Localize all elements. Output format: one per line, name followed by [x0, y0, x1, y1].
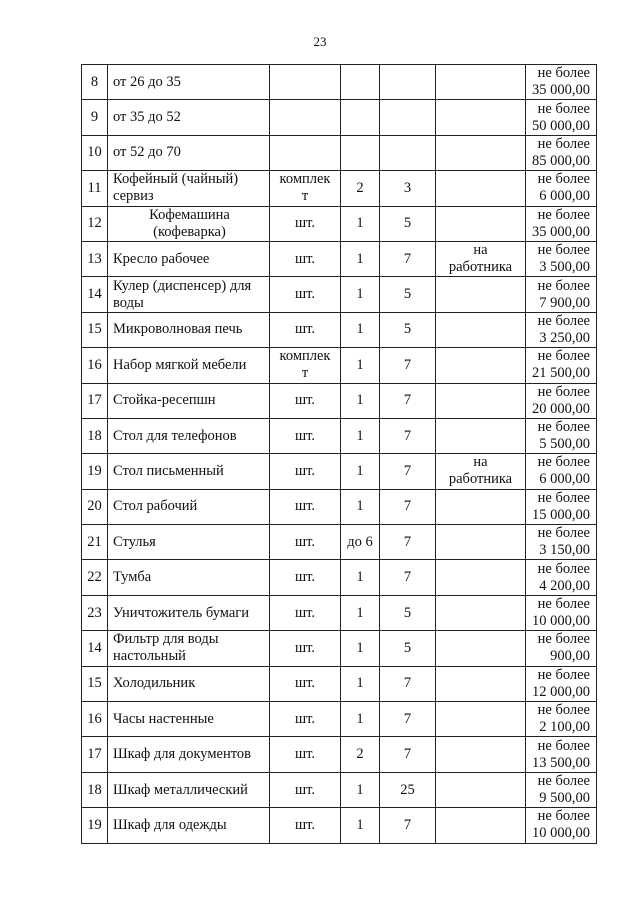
price-line: 7 900,00 — [539, 294, 590, 311]
price-line: 3 250,00 — [539, 329, 590, 346]
price-line: 3 150,00 — [539, 542, 590, 559]
quantity-cell: 1 — [341, 489, 380, 524]
quantity-cell: 2 — [341, 171, 380, 206]
service-years-cell: 7 — [380, 737, 436, 772]
price-line: не более — [537, 242, 590, 259]
row-number-cell: 18 — [82, 418, 108, 453]
price-line: не более — [537, 666, 590, 683]
quantity-cell — [341, 135, 380, 170]
price-line: не более — [537, 489, 590, 506]
price-line: 12 000,00 — [532, 683, 590, 700]
price-line: 21 500,00 — [532, 365, 590, 382]
service-years-cell: 7 — [380, 454, 436, 489]
unit-line: шт. — [294, 569, 316, 586]
service-years-cell: 5 — [380, 595, 436, 630]
price-line: не более — [537, 596, 590, 613]
unit-line: шт. — [294, 533, 316, 550]
service-years-cell: 25 — [380, 772, 436, 807]
price-line: не более — [537, 419, 590, 436]
price-cell — [526, 206, 597, 241]
table-row — [82, 312, 597, 347]
row-number-cell: 8 — [82, 65, 108, 100]
table-row — [82, 631, 597, 666]
service-years-cell: 7 — [380, 702, 436, 737]
note-cell — [436, 631, 526, 666]
note-cell — [436, 206, 526, 241]
item-name-cell — [108, 666, 270, 701]
item-name-cell — [108, 312, 270, 347]
quantity-cell: 1 — [341, 418, 380, 453]
table-row — [82, 808, 597, 843]
price-cell — [526, 348, 597, 383]
item-name-cell — [108, 772, 270, 807]
page-number: 23 — [313, 34, 327, 49]
note-line: на — [473, 454, 488, 471]
unit-cell — [270, 489, 341, 524]
unit-line: шт. — [294, 675, 316, 692]
service-years-cell: 5 — [380, 206, 436, 241]
note-cell — [436, 383, 526, 418]
unit-line: шт. — [294, 604, 316, 621]
item-name-line: Стол рабочий — [113, 498, 198, 515]
row-number-cell: 17 — [82, 383, 108, 418]
item-name-line: от 35 до 52 — [113, 109, 181, 126]
table-row — [82, 595, 597, 630]
unit-cell — [270, 135, 341, 170]
quantity-cell: 1 — [341, 348, 380, 383]
unit-line: шт. — [294, 462, 316, 479]
item-name-cell — [108, 418, 270, 453]
price-line: не более — [537, 348, 590, 365]
note-line: работника — [448, 471, 513, 488]
note-line: работника — [448, 259, 513, 276]
row-number-cell: 14 — [82, 631, 108, 666]
item-name-line: (кофеварка) — [153, 223, 226, 240]
unit-cell — [270, 737, 341, 772]
price-cell — [526, 489, 597, 524]
service-years-cell: 7 — [380, 489, 436, 524]
price-line: 6 000,00 — [539, 188, 590, 205]
item-name-line: Стол письменный — [113, 462, 224, 479]
price-line: не более — [537, 454, 590, 471]
item-name-cell — [108, 277, 270, 312]
note-cell — [436, 241, 526, 276]
item-name-line: Шкаф для одежды — [113, 816, 227, 833]
service-years-cell — [380, 135, 436, 170]
price-cell — [526, 737, 597, 772]
note-cell — [436, 702, 526, 737]
service-years-cell: 3 — [380, 171, 436, 206]
price-cell — [526, 312, 597, 347]
row-number-cell: 19 — [82, 454, 108, 489]
price-cell — [526, 631, 597, 666]
row-number-cell: 17 — [82, 737, 108, 772]
quantity-cell — [341, 65, 380, 100]
unit-cell — [270, 772, 341, 807]
row-number-cell: 22 — [82, 560, 108, 595]
price-line: не более — [537, 631, 590, 648]
unit-line: т — [301, 188, 309, 205]
item-name-cell — [108, 631, 270, 666]
item-name-cell — [108, 348, 270, 383]
unit-line: шт. — [294, 321, 316, 338]
item-name-line: Стол для телефонов — [113, 427, 237, 444]
quantity-cell: 1 — [341, 454, 380, 489]
service-years-cell: 5 — [380, 631, 436, 666]
note-cell — [436, 772, 526, 807]
unit-cell — [270, 312, 341, 347]
unit-cell — [270, 454, 341, 489]
unit-line: т — [301, 365, 309, 382]
row-number-cell: 19 — [82, 808, 108, 843]
item-name-line: настольный — [113, 648, 186, 665]
table-row — [82, 489, 597, 524]
service-years-cell — [380, 65, 436, 100]
row-number-cell: 16 — [82, 702, 108, 737]
unit-line: шт. — [294, 781, 316, 798]
row-number-cell: 12 — [82, 206, 108, 241]
note-cell — [436, 418, 526, 453]
price-cell — [526, 171, 597, 206]
note-cell — [436, 277, 526, 312]
quantity-cell: 1 — [341, 595, 380, 630]
price-line: 10 000,00 — [532, 825, 590, 842]
table-row — [82, 737, 597, 772]
item-name-cell — [108, 100, 270, 135]
unit-line: шт. — [294, 427, 316, 444]
unit-cell — [270, 277, 341, 312]
table-row — [82, 560, 597, 595]
note-cell — [436, 595, 526, 630]
price-line: 13 500,00 — [532, 754, 590, 771]
price-cell — [526, 772, 597, 807]
table-row — [82, 100, 597, 135]
table-row — [82, 135, 597, 170]
price-cell — [526, 418, 597, 453]
note-line: на — [473, 242, 488, 259]
quantity-cell — [341, 100, 380, 135]
furniture-norms-table — [81, 64, 597, 844]
unit-line: шт. — [294, 710, 316, 727]
unit-cell — [270, 383, 341, 418]
item-name-line: Холодильник — [113, 675, 196, 692]
table-row — [82, 241, 597, 276]
price-line: 2 100,00 — [539, 719, 590, 736]
unit-line: шт. — [294, 639, 316, 656]
unit-cell — [270, 666, 341, 701]
unit-cell — [270, 702, 341, 737]
price-line: 9 500,00 — [539, 790, 590, 806]
service-years-cell: 7 — [380, 525, 436, 560]
item-name-line: Кофемашина — [149, 206, 230, 223]
price-cell — [526, 525, 597, 560]
note-cell — [436, 666, 526, 701]
item-name-cell — [108, 525, 270, 560]
unit-line: комплек — [279, 171, 331, 188]
item-name-line: Уничтожитель бумаги — [113, 604, 249, 621]
note-cell — [436, 312, 526, 347]
note-cell — [436, 348, 526, 383]
quantity-cell: 1 — [341, 772, 380, 807]
price-line: не более — [537, 171, 590, 188]
item-name-line: Фильтр для воды — [113, 631, 219, 648]
row-number-cell: 9 — [82, 100, 108, 135]
quantity-cell: 1 — [341, 666, 380, 701]
row-number-cell: 21 — [82, 525, 108, 560]
price-cell — [526, 65, 597, 100]
service-years-cell: 7 — [380, 808, 436, 843]
item-name-cell — [108, 206, 270, 241]
unit-cell — [270, 348, 341, 383]
note-cell — [436, 737, 526, 772]
table-row — [82, 666, 597, 701]
row-number-cell: 15 — [82, 666, 108, 701]
table-row — [82, 454, 597, 489]
service-years-cell: 7 — [380, 666, 436, 701]
item-name-line: от 52 до 70 — [113, 144, 181, 161]
item-name-line: сервиз — [113, 188, 154, 205]
item-name-cell — [108, 595, 270, 630]
table-row — [82, 383, 597, 418]
price-line: не более — [537, 560, 590, 577]
row-number-cell: 13 — [82, 241, 108, 276]
unit-line: шт. — [294, 215, 316, 232]
unit-cell — [270, 171, 341, 206]
note-cell — [436, 560, 526, 595]
price-line: 50 000,00 — [532, 117, 590, 134]
table-row — [82, 277, 597, 312]
quantity-cell: 1 — [341, 383, 380, 418]
item-name-line: Набор мягкой мебели — [113, 356, 247, 373]
price-line: 10 000,00 — [532, 613, 590, 630]
unit-line: шт. — [294, 746, 316, 763]
row-number-cell: 14 — [82, 277, 108, 312]
price-line: 85 000,00 — [532, 152, 590, 169]
price-cell — [526, 454, 597, 489]
item-name-line: Шкаф металлический — [113, 781, 248, 798]
unit-cell — [270, 241, 341, 276]
quantity-cell: 2 — [341, 737, 380, 772]
note-cell — [436, 100, 526, 135]
unit-cell — [270, 65, 341, 100]
quantity-cell: 1 — [341, 560, 380, 595]
unit-cell — [270, 206, 341, 241]
item-name-cell — [108, 454, 270, 489]
note-cell — [436, 489, 526, 524]
price-cell — [526, 560, 597, 595]
item-name-cell — [108, 489, 270, 524]
table-row — [82, 418, 597, 453]
price-line: не более — [537, 383, 590, 400]
price-line: не более — [537, 206, 590, 223]
quantity-cell: 1 — [341, 312, 380, 347]
table-row — [82, 772, 597, 807]
row-number-cell: 10 — [82, 135, 108, 170]
price-line: 900,00 — [550, 648, 590, 665]
table-row — [82, 171, 597, 206]
price-line: 35 000,00 — [532, 82, 590, 99]
item-name-line: Тумба — [113, 569, 152, 586]
price-line: не более — [537, 100, 590, 117]
unit-line: шт. — [294, 498, 316, 515]
price-line: 5 500,00 — [539, 436, 590, 453]
item-name-cell — [108, 702, 270, 737]
price-cell — [526, 702, 597, 737]
price-line: 35 000,00 — [532, 223, 590, 240]
price-cell — [526, 595, 597, 630]
service-years-cell: 5 — [380, 277, 436, 312]
price-cell — [526, 277, 597, 312]
unit-line: комплек — [279, 348, 331, 365]
price-cell — [526, 666, 597, 701]
item-name-cell — [108, 241, 270, 276]
quantity-cell: 1 — [341, 631, 380, 666]
item-name-line: Кресло рабочее — [113, 250, 210, 267]
service-years-cell — [380, 100, 436, 135]
unit-cell — [270, 595, 341, 630]
price-line: не более — [537, 808, 590, 825]
price-line: не более — [537, 277, 590, 294]
price-line: не более — [537, 525, 590, 542]
item-name-cell — [108, 383, 270, 418]
item-name-cell — [108, 560, 270, 595]
price-line: не более — [537, 65, 590, 82]
item-name-line: Шкаф для документов — [113, 746, 251, 763]
item-name-line: воды — [113, 294, 144, 311]
row-number-cell: 23 — [82, 595, 108, 630]
table-row — [82, 206, 597, 241]
item-name-line: Кофейный (чайный) — [113, 171, 239, 188]
table-row — [82, 65, 597, 100]
unit-line: шт. — [294, 286, 316, 303]
row-number-cell: 16 — [82, 348, 108, 383]
unit-cell — [270, 808, 341, 843]
service-years-cell: 7 — [380, 383, 436, 418]
row-number-cell: 15 — [82, 312, 108, 347]
price-line: 20 000,00 — [532, 400, 590, 417]
item-name-cell — [108, 65, 270, 100]
note-cell — [436, 171, 526, 206]
unit-line: шт. — [294, 392, 316, 409]
price-line: не более — [537, 702, 590, 719]
item-name-cell — [108, 808, 270, 843]
row-number-cell: 18 — [82, 772, 108, 807]
unit-cell — [270, 631, 341, 666]
item-name-cell — [108, 737, 270, 772]
note-cell — [436, 808, 526, 843]
unit-cell — [270, 560, 341, 595]
price-line: 6 000,00 — [539, 471, 590, 488]
quantity-cell: 1 — [341, 277, 380, 312]
item-name-line: Стойка-ресепшн — [113, 392, 216, 409]
price-cell — [526, 135, 597, 170]
unit-cell — [270, 100, 341, 135]
quantity-cell: 1 — [341, 206, 380, 241]
price-line: 4 200,00 — [539, 577, 590, 594]
price-cell — [526, 241, 597, 276]
price-line: не более — [537, 773, 590, 789]
note-cell — [436, 454, 526, 489]
price-line: не более — [537, 135, 590, 152]
unit-cell — [270, 525, 341, 560]
item-name-cell — [108, 135, 270, 170]
quantity-cell: 1 — [341, 808, 380, 843]
table-row — [82, 525, 597, 560]
item-name-line: от 26 до 35 — [113, 73, 181, 90]
row-number-cell: 11 — [82, 171, 108, 206]
price-line: 15 000,00 — [532, 506, 590, 523]
note-cell — [436, 525, 526, 560]
service-years-cell: 7 — [380, 241, 436, 276]
item-name-line: Микроволновая печь — [113, 321, 243, 338]
price-cell — [526, 100, 597, 135]
item-name-line: Кулер (диспенсер) для — [113, 277, 252, 294]
price-cell — [526, 383, 597, 418]
table-row — [82, 702, 597, 737]
service-years-cell: 5 — [380, 312, 436, 347]
unit-cell — [270, 418, 341, 453]
note-cell — [436, 65, 526, 100]
price-cell — [526, 808, 597, 843]
service-years-cell: 7 — [380, 348, 436, 383]
service-years-cell: 7 — [380, 560, 436, 595]
row-number-cell: 20 — [82, 489, 108, 524]
quantity-cell: 1 — [341, 241, 380, 276]
unit-line: шт. — [294, 250, 316, 267]
item-name-line: Стулья — [113, 533, 156, 550]
price-line: не более — [537, 737, 590, 754]
quantity-cell: до 6 — [341, 525, 380, 560]
price-line: не более — [537, 312, 590, 329]
item-name-line: Часы настенные — [113, 710, 214, 727]
note-cell — [436, 135, 526, 170]
item-name-cell — [108, 171, 270, 206]
service-years-cell: 7 — [380, 418, 436, 453]
price-line: 3 500,00 — [539, 259, 590, 276]
unit-line: шт. — [294, 816, 316, 833]
quantity-cell: 1 — [341, 702, 380, 737]
table-row — [82, 348, 597, 383]
